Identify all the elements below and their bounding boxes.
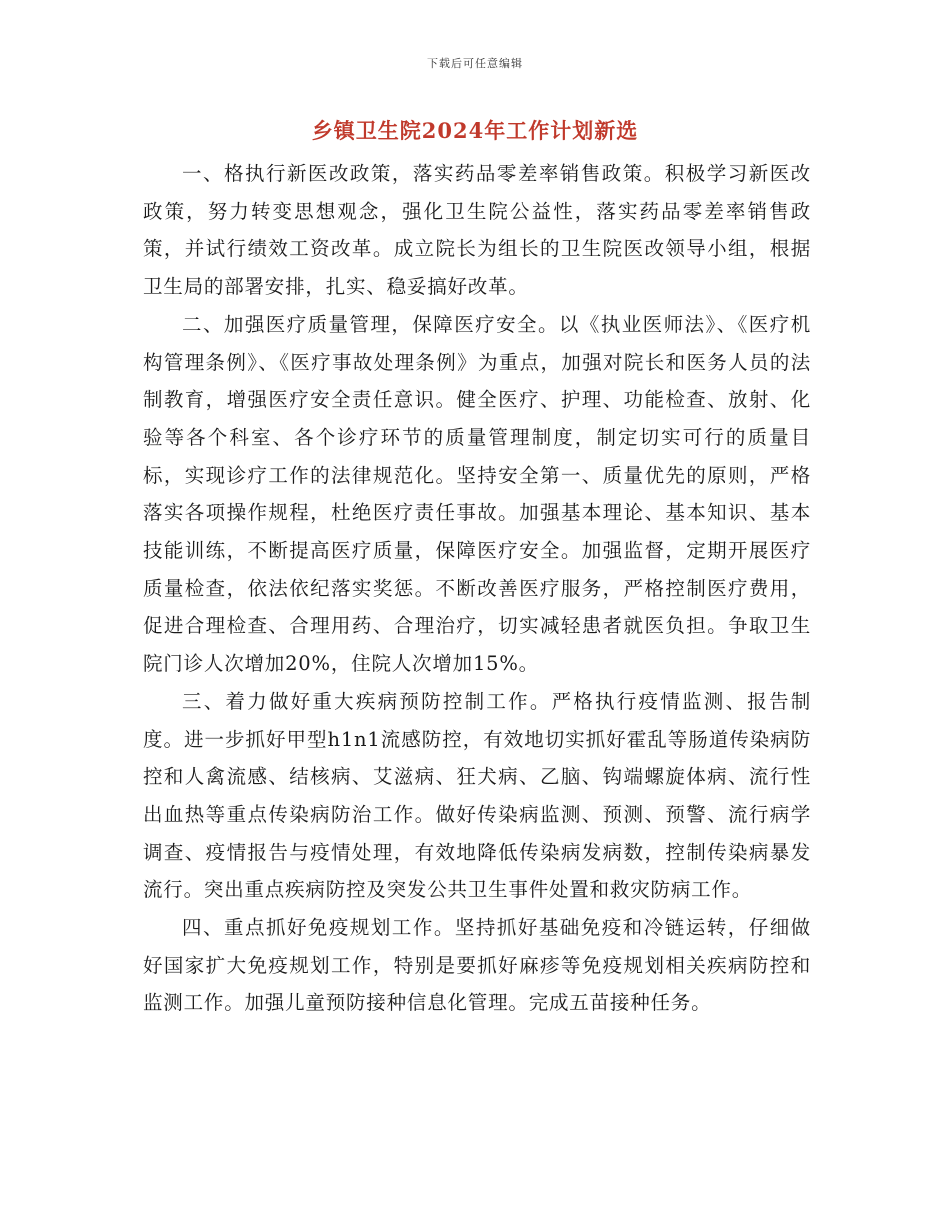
paragraph-1: 一、格执行新医改政策，落实药品零差率销售政策。积极学习新医改政策，努力转变思想观念，强化卫生院公益性，落实药品零差率销售政策，并试行绩效工资改革。成立院长为组长的卫生院医改领导小组，根据卫生局的部署安排，扎实、稳妥搞好改革。: [143, 162, 811, 299]
paragraph-2: 二、加强医疗质量管理，保障医疗安全。以《执业医师法》、《医疗机构管理条例》、《医疗事故处理条例》为重点，加强对院长和医务人员的法制教育，增强医疗安全责任意识。健全医疗、护理、功能检查、放射、化验等各个科室、各个诊疗环节的质量管理制度，制定切实可行的质量目标，实现诊疗工作的法律规范化。坚持安全第一、质量优先的原则，严格落实各项操作规程，杜绝医疗责任事故。加强基本理论、基本知识、基本技能训练，不断提高医疗质量，保障医疗安全。加强监督，定期开展医疗质量检查，依法依纪落实奖惩。不断改善医疗服务，严格控制医疗费用，促进合理检查、合理用药、合理治疗，切实减轻患者就医负担。争取卫生院门诊人次增加20%，住院人次增加15%。: [143, 312, 811, 676]
paragraph-3: 三、着力做好重大疾病预防控制工作。严格执行疫情监测、报告制度。进一步抓好甲型h1n1流感防控，有效地切实抓好霍乱等肠道传染病防控和人禽流感、结核病、艾滋病、狂犬病、乙脑、钩端螺旋体病、流行性出血热等重点传染病防治工作。做好传染病监测、预测、预警、流行病学调查、疫情报告与疫情处理，有效地降低传染病发病数，控制传染病暴发流行。突出重点疾病防控及突发公共卫生事件处置和救灾防病工作。: [143, 689, 811, 902]
document-body: [143, 155, 811, 1022]
document-title: 乡镇卫生院2024年工作计划新选: [311, 118, 639, 143]
paragraph-4: 四、重点抓好免疫规划工作。坚持抓好基础免疫和冷链运转，仔细做好国家扩大免疫规划工作，特别是要抓好麻疹等免疫规划相关疾病防控和监测工作。加强儿童预防接种信息化管理。完成五苗接种任务。: [143, 916, 811, 1015]
header-note: 下载后可任意编辑: [427, 57, 523, 70]
